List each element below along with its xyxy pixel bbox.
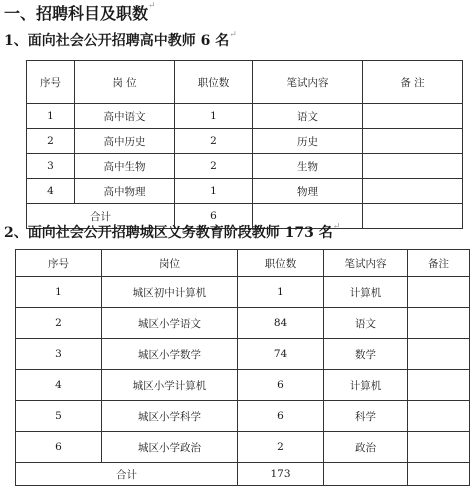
total-label: 合计	[27, 204, 175, 229]
table-row	[16, 339, 470, 370]
cell-seq: 3	[16, 339, 102, 370]
cell-post: 城区小学数学	[102, 339, 238, 370]
cell-seq: 2	[16, 308, 102, 339]
table-row	[16, 370, 470, 401]
cell-note	[408, 308, 470, 339]
paragraph-mark: ↵	[332, 222, 341, 232]
cell-note	[363, 154, 463, 179]
cell-seq: 6	[16, 432, 102, 463]
total-label: 合计	[16, 463, 238, 486]
header-exam: 笔试内容	[324, 250, 408, 277]
cell-seq: 2	[27, 129, 75, 154]
cell-count: 2	[175, 154, 253, 179]
cell-note	[363, 129, 463, 154]
header-post: 岗 位	[75, 61, 175, 104]
cell-seq: 3	[27, 154, 75, 179]
cell-exam: 语文	[324, 308, 408, 339]
cell-exam: 计算机	[324, 370, 408, 401]
cell-exam: 生物	[253, 154, 363, 179]
paragraph-mark: ↵	[148, 1, 156, 11]
cell-exam	[324, 463, 408, 486]
table-header-row	[27, 61, 463, 104]
cell-post: 高中语文	[75, 104, 175, 129]
cell-note	[363, 204, 463, 229]
cell-exam: 物理	[253, 179, 363, 204]
cell-count: 2	[175, 129, 253, 154]
table-row	[16, 277, 470, 308]
cell-exam: 历史	[253, 129, 363, 154]
cell-count: 1	[238, 277, 324, 308]
cell-post: 城区小学政治	[102, 432, 238, 463]
paragraph-mark: ↵	[229, 30, 237, 40]
header-seq: 序号	[27, 61, 75, 104]
section2-title: 2、面向社会公开招聘城区义务教育阶段教师 173 名↵	[4, 222, 341, 241]
header-note: 备 注	[363, 61, 463, 104]
table-row	[16, 432, 470, 463]
cell-seq: 1	[16, 277, 102, 308]
cell-exam: 计算机	[324, 277, 408, 308]
section-heading: 一、招聘科目及职数↵	[4, 1, 156, 23]
cell-count: 2	[238, 432, 324, 463]
cell-post: 高中生物	[75, 154, 175, 179]
table-total-row	[16, 463, 470, 486]
table-row	[16, 401, 470, 432]
header-note: 备注	[408, 250, 470, 277]
cell-note	[408, 463, 470, 486]
cell-post: 高中物理	[75, 179, 175, 204]
cell-exam: 政治	[324, 432, 408, 463]
cell-count: 6	[238, 370, 324, 401]
table-row	[16, 308, 470, 339]
cell-seq: 4	[27, 179, 75, 204]
cell-exam: 数学	[324, 339, 408, 370]
section1-title: 1、面向社会公开招聘高中教师 6 名↵	[4, 30, 237, 49]
cell-seq: 5	[16, 401, 102, 432]
cell-post: 城区小学科学	[102, 401, 238, 432]
cell-note	[363, 104, 463, 129]
table-row	[27, 154, 463, 179]
header-count: 职位数	[238, 250, 324, 277]
cell-post: 城区小学语文	[102, 308, 238, 339]
cell-count: 74	[238, 339, 324, 370]
cell-note	[408, 401, 470, 432]
cell-note	[363, 179, 463, 204]
header-post: 岗位	[102, 250, 238, 277]
cell-exam: 语文	[253, 104, 363, 129]
cell-count: 1	[175, 104, 253, 129]
table-row	[27, 179, 463, 204]
header-exam: 笔试内容	[253, 61, 363, 104]
cell-seq: 1	[27, 104, 75, 129]
cell-post: 城区小学计算机	[102, 370, 238, 401]
cell-count: 1	[175, 179, 253, 204]
cell-seq: 4	[16, 370, 102, 401]
cell-note	[408, 339, 470, 370]
cell-post: 高中历史	[75, 129, 175, 154]
total-value: 6	[175, 204, 253, 229]
cell-exam: 科学	[324, 401, 408, 432]
table-row	[27, 129, 463, 154]
high-school-table	[26, 60, 463, 229]
total-value: 173	[238, 463, 324, 486]
cell-count: 84	[238, 308, 324, 339]
cell-count: 6	[238, 401, 324, 432]
table-row	[27, 104, 463, 129]
header-count: 职位数	[175, 61, 253, 104]
header-seq: 序号	[16, 250, 102, 277]
cell-note	[408, 277, 470, 308]
cell-note	[408, 370, 470, 401]
cell-post: 城区初中计算机	[102, 277, 238, 308]
table-header-row	[16, 250, 470, 277]
urban-school-table	[15, 249, 470, 486]
cell-note	[408, 432, 470, 463]
